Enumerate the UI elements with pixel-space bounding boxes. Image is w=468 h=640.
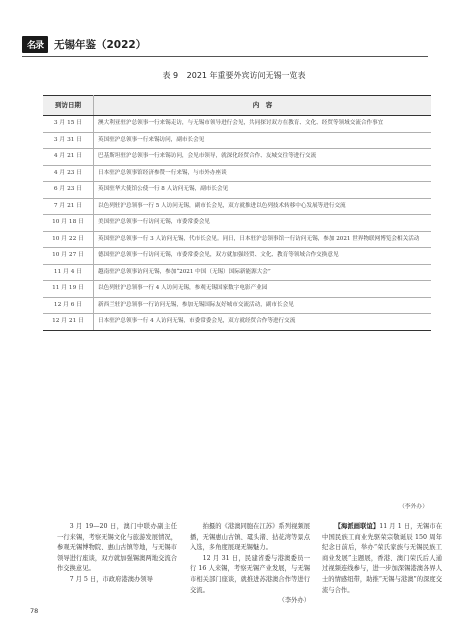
section-heading: 【海派画联谊】 (334, 523, 380, 530)
header-content: 内 容 (94, 96, 432, 116)
visit-date: 3 月 31 日 (43, 132, 94, 149)
header-rule (22, 56, 428, 57)
visit-date: 4 月 23 日 (43, 165, 94, 182)
visit-date: 12 月 21 日 (43, 314, 94, 331)
visit-content: 德国驻沪总领事一行访问无锡，市委常委会见，双方就加强经贸、文化、教育等领域合作交换意见 (94, 248, 432, 265)
table-header-row (43, 96, 431, 116)
visit-content: 日本驻沪总领事一行 4 人访问无锡，市委常委会见，双方就经贸合作等进行交流 (94, 314, 432, 331)
table-row (43, 264, 431, 281)
paragraph: 7 月 5 日，市政府港澳办领导 (69, 575, 153, 583)
table-row (43, 297, 431, 314)
table-row (43, 281, 431, 298)
table-number: 表 9 (162, 71, 179, 80)
body-column-2 (190, 522, 310, 607)
visit-content: 英国驻沪总领事一行 3 人访问无锡，代市长会见。同日，日本驻沪总领事馆一行访问无锡，参加 2021 世界物联网博览会相关活动 (94, 231, 432, 248)
paragraph (322, 522, 442, 596)
visit-date: 10 月 22 日 (43, 231, 94, 248)
visit-date: 3 月 15 日 (43, 116, 94, 133)
page-number: 78 (30, 607, 39, 615)
visit-content: 美国驻沪总领事一行访问无锡，市委常委会见 (94, 215, 432, 232)
visit-date: 7 月 21 日 (43, 198, 94, 215)
visit-date: 4 月 21 日 (43, 149, 94, 166)
visit-content: 日本驻沪总领事馆经济参赞一行来锡，与市外办座谈 (94, 165, 432, 182)
visit-date: 6 月 23 日 (43, 182, 94, 199)
visit-date: 10 月 27 日 (43, 248, 94, 265)
paragraph: 3 月 19—20 日，澳门中联办副主任一行来锡，考察无锡文化与旅游发展情况，参观无锡博物院、惠山古镇等地，与无锡市领导进行座谈，双方就加强锡澳两地交流合作交换意见。 (57, 523, 177, 573)
source-note: （李外办） (278, 597, 310, 605)
visit-content: 澳大利亚驻沪总领事一行来锡走访，与无锡市领导进行会见，共同探讨双方在教育、文化、经贸等领域交流合作事宜 (94, 116, 432, 133)
yearbook-logo: 名录 (22, 36, 48, 53)
table-row (43, 248, 431, 265)
visits-table (43, 95, 431, 331)
paragraph-text: 11 月 1 日，无锡市在中国民族工商业先驱荣宗敬诞辰 150 周年纪念日前后，举办“荣氏家族与无锡民族工商业发展”主题展，香港、澳门荣氏后人通过视频连线参与，进一步加深锡港澳各界人士的情感纽带，助推“无锡与港澳”的深度交流与合作。 (322, 523, 443, 594)
visit-content: 巴基斯坦驻沪总领事一行来锡访问，会见市领导，就深化经贸合作、友城交往等进行交流 (94, 149, 432, 166)
table-row (43, 231, 431, 248)
visit-content: 以色列驻沪总领事一行 5 人访问无锡，副市长会见，双方就推进以色列技术转移中心发展等进行交流 (94, 198, 432, 215)
visit-content: 英国驻沪总领事一行来锡访问，副市长会见 (94, 132, 432, 149)
body-column-1 (57, 522, 177, 586)
table-row (43, 149, 431, 166)
visit-date: 10 月 18 日 (43, 215, 94, 232)
table-row (43, 182, 431, 199)
header-date: 到访日期 (43, 96, 94, 116)
paragraph: 拍摄的《港澳同胞在江苏》系列视频展播，无锡惠山古镇、鼋头渚、拈花湾等景点入选，多角度展现无锡魅力。 (190, 523, 310, 552)
table-row (43, 215, 431, 232)
visit-content: 越南驻沪总领事访问无锡，参加“2021 中国（无锡）国际新能源大会” (94, 264, 432, 281)
table-row (43, 165, 431, 182)
visit-date: 11 月 19 日 (43, 281, 94, 298)
page-header (22, 34, 146, 54)
table-title: 2021 年重要外宾访问无锡一览表 (186, 71, 306, 80)
table-row (43, 314, 431, 331)
table-source-note: （李外办） (399, 504, 428, 510)
table-caption (0, 70, 468, 81)
visit-content: 以色列驻沪总领事一行 4 人访问无锡，参观无锡国家数字电影产业园 (94, 281, 432, 298)
visit-content: 英国驻华大使馆公使一行 8 人访问无锡，副市长会见 (94, 182, 432, 199)
table-row (43, 132, 431, 149)
paragraph: 12 月 31 日，民建省委与港澳委员一行 16 人来锡，考察无锡产业发展，与无锡市相关部门座谈，就推进苏港澳合作等进行交流。 (190, 554, 310, 594)
visit-date: 12 月 6 日 (43, 297, 94, 314)
table-row (43, 198, 431, 215)
yearbook-title: 无锡年鉴（2022） (54, 38, 147, 51)
body-column-3 (322, 522, 442, 596)
visit-content: 新西兰驻沪总领事一行访问无锡，参加无锡国际友好城市交流活动，副市长会见 (94, 297, 432, 314)
table-row (43, 116, 431, 133)
visit-date: 11 月 4 日 (43, 264, 94, 281)
